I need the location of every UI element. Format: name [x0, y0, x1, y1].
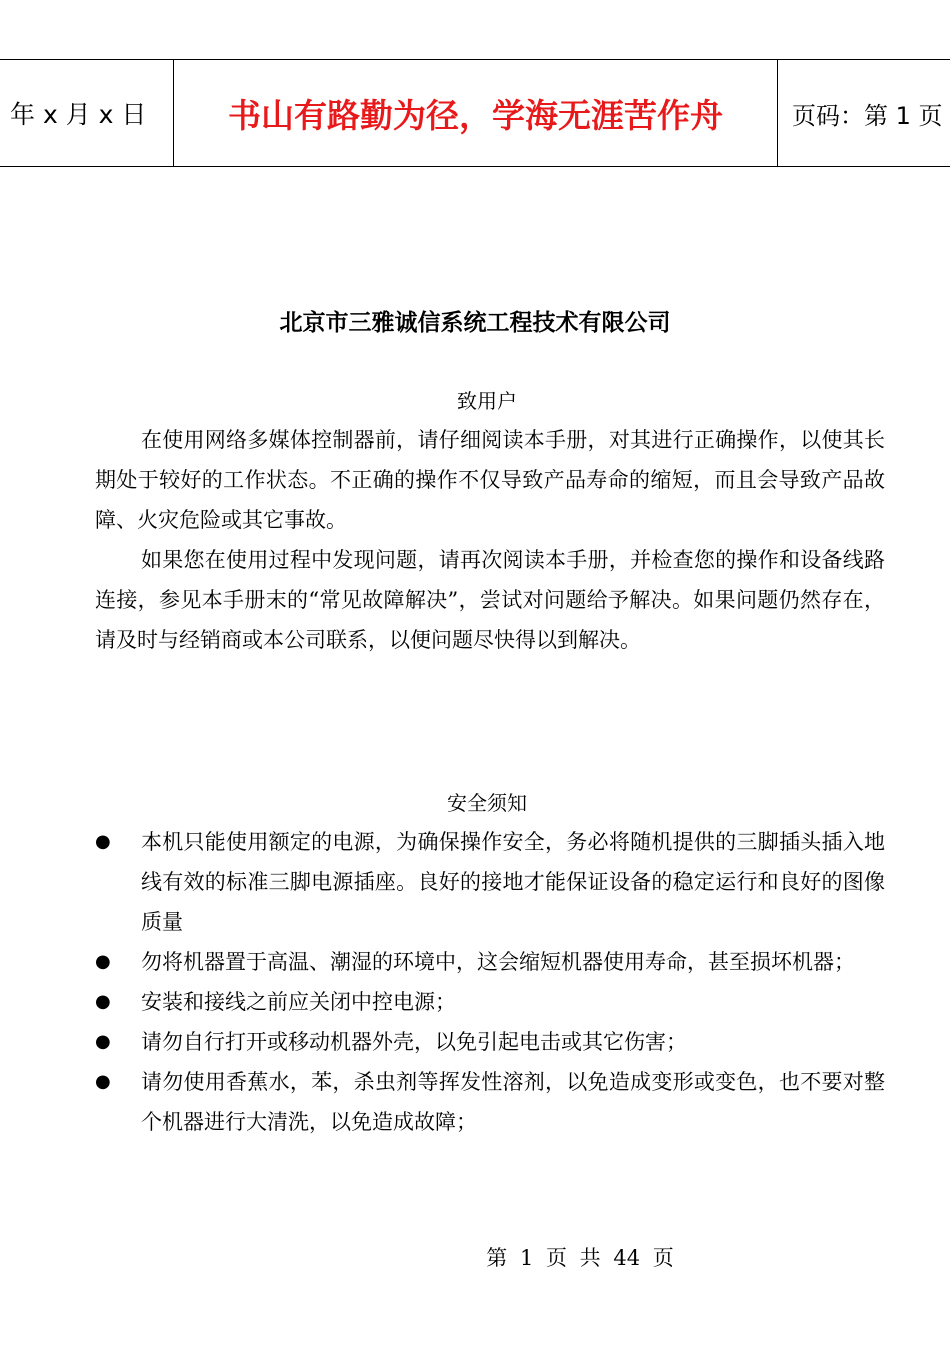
company-name: 北京市三雅诚信系统工程技术有限公司: [279, 310, 671, 336]
page-footer: 第 1 页 共 44 页: [486, 1246, 674, 1270]
to-user-paragraph: 如果您在使用过程中发现问题，请再次阅读本手册，并检查您的操作和设备线路连接，参见本手册末的“常见故障解决”，尝试对问题给予解决。如果问题仍然存在，请及时与经销商或本公司联系，以便问题尽快得以到解决。: [95, 548, 885, 652]
list-item: [95, 822, 885, 942]
to-user-title: 致用户: [457, 389, 517, 413]
bullet-icon: ●: [95, 951, 111, 972]
page-header: [0, 59, 950, 167]
bullet-icon: ●: [95, 991, 111, 1012]
to-user-body: [95, 420, 885, 660]
list-item: [95, 1062, 885, 1142]
header-motto: 书山有路勤为径，学海无涯苦作舟: [174, 60, 778, 166]
bullet-icon: ●: [95, 1071, 111, 1092]
bullet-icon: ●: [95, 831, 111, 852]
bullet-icon: ●: [95, 1031, 111, 1052]
list-item: [95, 1022, 885, 1062]
to-user-paragraph: 在使用网络多媒体控制器前，请仔细阅读本手册，对其进行正确操作，以使其长期处于较好的工作状态。不正确的操作不仅导致产品寿命的缩短，而且会导致产品故障、火灾危险或其它事故。: [95, 428, 885, 532]
list-item: [95, 982, 885, 1022]
safety-item-text: 安装和接线之前应关闭中控电源；: [141, 990, 456, 1014]
safety-list: [95, 822, 885, 1142]
safety-item-text: 本机只能使用额定的电源，为确保操作安全，务必将随机提供的三脚插头插入地线有效的标准三脚电源插座。良好的接地才能保证设备的稳定运行和良好的图像质量: [141, 830, 885, 934]
header-page-number: 页码：第 1 页: [792, 101, 943, 130]
safety-item-text: 请勿使用香蕉水，苯，杀虫剂等挥发性溶剂，以免造成变形或变色，也不要对整个机器进行大清洗，以免造成故障；: [141, 1070, 885, 1134]
header-date: 年 x 月 x 日: [0, 60, 174, 166]
list-item: [95, 942, 885, 982]
safety-item-text: 请勿自行打开或移动机器外壳，以免引起电击或其它伤害；: [141, 1030, 687, 1054]
safety-title: 安全须知: [447, 791, 527, 815]
safety-item-text: 勿将机器置于高温、潮湿的环境中，这会缩短机器使用寿命，甚至损坏机器；: [141, 950, 855, 974]
